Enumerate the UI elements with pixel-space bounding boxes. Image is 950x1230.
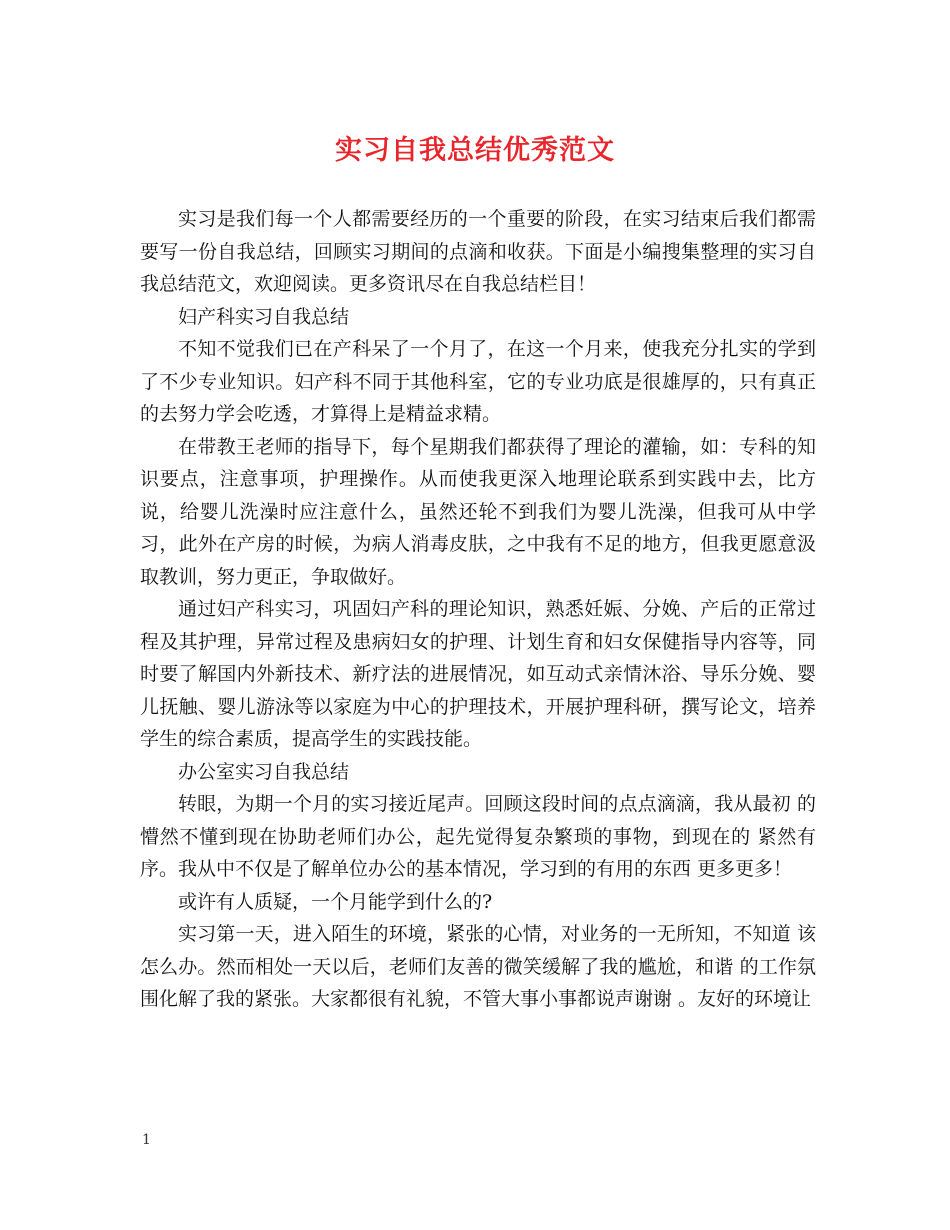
paragraph-intro: 实习是我们每一个人都需要经历的一个重要的阶段，在实习结束后我们都需要写一份自我总结，回顾实习期间的点滴和收获。下面是小编搜集整理的实习自我总结范文，欢迎阅读。更多资讯尽在自我总结栏目！ <box>140 208 816 295</box>
document-body <box>140 203 816 1016</box>
paragraph: 不知不觉我们已在产科呆了一个月了，在这一个月来，使我充分扎实的学到了不少专业知识。妇产科不同于其他科室，它的专业功底是很雄厚的，只有真正的去努力学会吃透，才算得上是精益求精。 <box>140 338 816 425</box>
section-heading-office: 办公室实习自我总结 <box>178 760 350 783</box>
page-number: 1 <box>142 1132 151 1148</box>
paragraph: 通过妇产科实习，巩固妇产科的理论知识，熟悉妊娠、分娩、产后的正常过程及其护理，异常过程及患病妇女的护理、计划生育和妇女保健指导内容等，同时要了解国内外新技术、新疗法的进展情况，如互动式亲情沐浴、导乐分娩、婴儿抚触、婴儿游泳等以家庭为中心的护理技术，开展护理科研，撰写论文，培养学生的综合素质，提高学生的实践技能。 <box>140 598 816 750</box>
paragraph: 在带教王老师的指导下，每个星期我们都获得了理论的灌输，如：专科的知识要点，注意事项，护理操作。从而使我更深入地理论联系到实践中去，比方说，给婴儿洗澡时应注意什么，虽然还轮不到我们为婴儿洗澡，但我可从中学习，此外在产房的时候，为病人消毒皮肤，之中我有不足的地方，但我更愿意汲取教训，努力更正，争取做好。 <box>140 435 816 588</box>
paragraph: 或许有人质疑，一个月能学到什么的? <box>178 890 493 913</box>
document-title: 实习自我总结优秀范文 <box>335 135 615 166</box>
section-heading-obstetrics: 妇产科实习自我总结 <box>178 305 350 328</box>
paragraph: 实习第一天，进入陌生的环境，紧张的心情，对业务的一无所知，不知道 该怎么办。然而相处一天以后，老师们友善的微笑缓解了我的尴尬，和谐 的工作氛围化解了我的紧张。大家都很有礼貌，不管大事小事都说声谢谢 。友好的环境让 <box>140 923 816 1010</box>
paragraph: 转眼，为期一个月的实习接近尾声。回顾这段时间的点点滴滴，我从最初 的懵然不懂到现在协助老师们办公，起先觉得复杂繁琐的事物，到现在的 紧然有序。我从中不仅是了解单位办公的基本情况，学习到的有用的东西 更多更多！ <box>140 793 816 880</box>
